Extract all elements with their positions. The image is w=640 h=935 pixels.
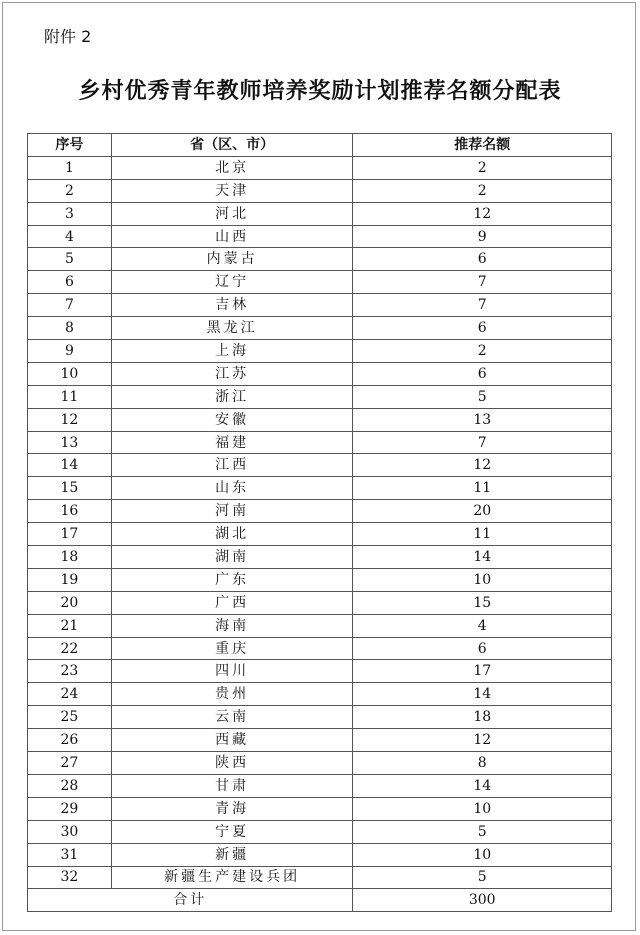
attachment-label: 附件 2 [44, 27, 92, 46]
row-number: 13 [28, 431, 112, 454]
row-quota: 4 [353, 614, 612, 637]
row-quota: 13 [353, 408, 612, 431]
row-quota: 6 [353, 637, 612, 660]
row-quota: 6 [353, 317, 612, 340]
table-row [28, 340, 612, 363]
table-row [28, 820, 612, 843]
row-number: 30 [28, 820, 112, 843]
table-row [28, 752, 612, 775]
row-quota: 11 [353, 477, 612, 500]
table-row [28, 500, 612, 523]
row-quota: 12 [353, 202, 612, 225]
row-quota: 15 [353, 591, 612, 614]
table-row [28, 294, 612, 317]
row-province: 江西 [111, 454, 353, 477]
quota-table [27, 133, 612, 912]
row-province: 贵州 [111, 683, 353, 706]
table-row [28, 523, 612, 546]
table-total-row [28, 889, 612, 912]
row-number: 18 [28, 546, 112, 569]
row-number: 10 [28, 362, 112, 385]
table-header-row [28, 134, 612, 157]
header-no: 序号 [28, 134, 112, 157]
row-province: 西藏 [111, 729, 353, 752]
row-quota: 12 [353, 729, 612, 752]
row-quota: 11 [353, 523, 612, 546]
table-row [28, 362, 612, 385]
table-row [28, 683, 612, 706]
row-quota: 2 [353, 340, 612, 363]
row-number: 19 [28, 568, 112, 591]
page-title: 乡村优秀青年教师培养奖励计划推荐名额分配表 [78, 79, 562, 104]
row-number: 2 [28, 179, 112, 202]
table-row [28, 408, 612, 431]
row-province: 河南 [111, 500, 353, 523]
row-province: 浙江 [111, 385, 353, 408]
row-province: 河北 [111, 202, 353, 225]
row-province: 海南 [111, 614, 353, 637]
row-province: 重庆 [111, 637, 353, 660]
row-number: 31 [28, 843, 112, 866]
row-province: 广西 [111, 591, 353, 614]
row-quota: 10 [353, 568, 612, 591]
row-province: 云南 [111, 706, 353, 729]
row-province: 四川 [111, 660, 353, 683]
table-row [28, 637, 612, 660]
row-quota: 2 [353, 156, 612, 179]
row-province: 北京 [111, 156, 353, 179]
table-row [28, 774, 612, 797]
row-number: 6 [28, 271, 112, 294]
row-number: 8 [28, 317, 112, 340]
row-quota: 5 [353, 866, 612, 889]
row-quota: 10 [353, 843, 612, 866]
table-row [28, 225, 612, 248]
table-row [28, 706, 612, 729]
header-province: 省（区、市） [111, 134, 353, 157]
row-number: 11 [28, 385, 112, 408]
row-quota: 14 [353, 546, 612, 569]
table-body [28, 156, 612, 889]
row-number: 26 [28, 729, 112, 752]
row-province: 山东 [111, 477, 353, 500]
row-number: 14 [28, 454, 112, 477]
row-province: 上海 [111, 340, 353, 363]
row-number: 1 [28, 156, 112, 179]
row-province: 辽宁 [111, 271, 353, 294]
row-number: 21 [28, 614, 112, 637]
row-number: 22 [28, 637, 112, 660]
row-province: 江苏 [111, 362, 353, 385]
table-row [28, 454, 612, 477]
table-row [28, 660, 612, 683]
table-row [28, 614, 612, 637]
row-province: 甘肃 [111, 774, 353, 797]
header-quota: 推荐名额 [353, 134, 612, 157]
table-row [28, 248, 612, 271]
row-province: 黑龙江 [111, 317, 353, 340]
table-row [28, 317, 612, 340]
row-quota: 14 [353, 774, 612, 797]
row-number: 5 [28, 248, 112, 271]
row-quota: 7 [353, 271, 612, 294]
table-row [28, 179, 612, 202]
row-quota: 10 [353, 797, 612, 820]
row-number: 3 [28, 202, 112, 225]
table-row [28, 271, 612, 294]
row-number: 9 [28, 340, 112, 363]
row-quota: 17 [353, 660, 612, 683]
row-number: 16 [28, 500, 112, 523]
row-number: 24 [28, 683, 112, 706]
row-number: 25 [28, 706, 112, 729]
row-quota: 5 [353, 385, 612, 408]
table-row [28, 866, 612, 889]
table-row [28, 568, 612, 591]
row-number: 29 [28, 797, 112, 820]
row-number: 12 [28, 408, 112, 431]
table-row [28, 477, 612, 500]
row-number: 4 [28, 225, 112, 248]
row-quota: 2 [353, 179, 612, 202]
row-number: 32 [28, 866, 112, 889]
table-row [28, 843, 612, 866]
table-row [28, 546, 612, 569]
row-number: 28 [28, 774, 112, 797]
row-number: 23 [28, 660, 112, 683]
table-row [28, 591, 612, 614]
row-number: 20 [28, 591, 112, 614]
row-province: 陕西 [111, 752, 353, 775]
row-quota: 18 [353, 706, 612, 729]
row-quota: 5 [353, 820, 612, 843]
row-province: 湖北 [111, 523, 353, 546]
row-quota: 8 [353, 752, 612, 775]
row-quota: 6 [353, 248, 612, 271]
row-number: 15 [28, 477, 112, 500]
row-quota: 7 [353, 431, 612, 454]
row-quota: 12 [353, 454, 612, 477]
row-province: 湖南 [111, 546, 353, 569]
row-province: 吉林 [111, 294, 353, 317]
row-province: 青海 [111, 797, 353, 820]
row-number: 17 [28, 523, 112, 546]
row-province: 福建 [111, 431, 353, 454]
table-row [28, 729, 612, 752]
row-province: 广东 [111, 568, 353, 591]
row-province: 新疆 [111, 843, 353, 866]
total-value: 300 [353, 889, 612, 912]
table-row [28, 431, 612, 454]
row-province: 新疆生产建设兵团 [111, 866, 353, 889]
row-quota: 6 [353, 362, 612, 385]
row-province: 天津 [111, 179, 353, 202]
row-province: 内蒙古 [111, 248, 353, 271]
row-province: 宁夏 [111, 820, 353, 843]
row-province: 安徽 [111, 408, 353, 431]
table-row [28, 797, 612, 820]
table-row [28, 156, 612, 179]
row-number: 7 [28, 294, 112, 317]
total-label: 合计 [28, 889, 353, 912]
row-quota: 9 [353, 225, 612, 248]
row-province: 山西 [111, 225, 353, 248]
table-row [28, 202, 612, 225]
row-quota: 7 [353, 294, 612, 317]
row-quota: 14 [353, 683, 612, 706]
row-number: 27 [28, 752, 112, 775]
table-row [28, 385, 612, 408]
row-quota: 20 [353, 500, 612, 523]
